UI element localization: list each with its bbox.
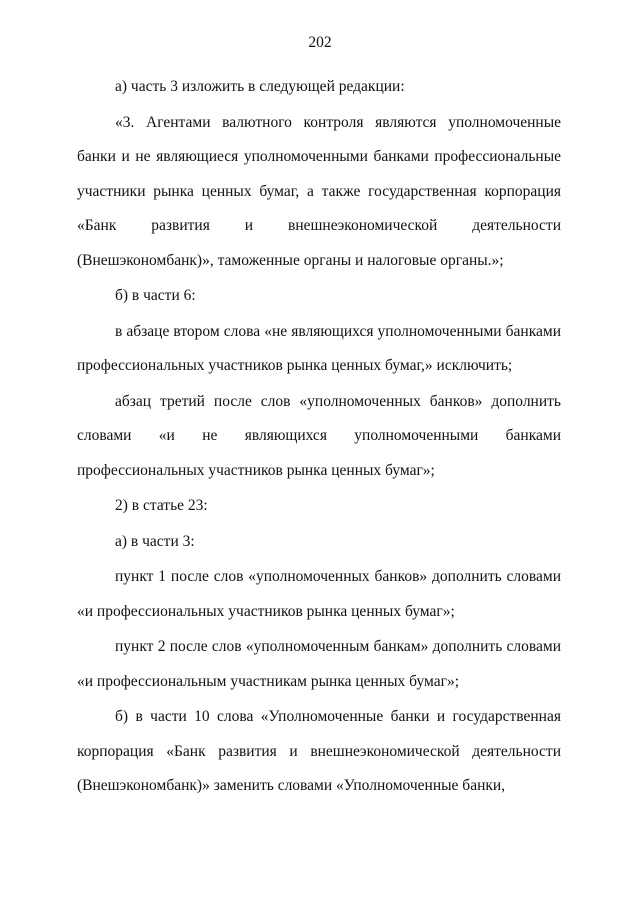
- paragraph-9: пункт 2 после слов «уполномоченным банкам» дополнить словами «и профессиональным участникам рынка ценных бумаг»;: [77, 638, 561, 690]
- paragraph-3: б) в части 6:: [115, 287, 196, 304]
- page-number: 202: [308, 34, 332, 51]
- paragraph-10: б) в части 10 слова «Уполномоченные банки и государственная корпорация «Банк развития и внешнеэкономической деятельности (Внешэкономбанк)» заменить словами «Уполномоченные банки,: [77, 708, 561, 794]
- paragraph-2: «3. Агентами валютного контроля являются уполномоченные банки и не являющиеся уполномоченными банками профессиональные участники рынка ценных бумаг, а также государственная корпорация «Банк развития и внешнеэкономической деятельности (Внешэкономбанк)», таможенные органы и налоговые органы.»;: [77, 113, 561, 269]
- document-body: [77, 70, 561, 804]
- paragraph-5: абзац третий после слов «уполномоченных банков» дополнить словами «и не являющихся уполномоченными банками профессиональных участников рынка ценных бумаг»;: [77, 392, 561, 479]
- paragraph-6: 2) в статье 23:: [115, 497, 208, 514]
- paragraph-4: в абзаце втором слова «не являющихся уполномоченными банками профессиональных участников рынка ценных бумаг,» исключить;: [77, 322, 561, 374]
- paragraph-8: пункт 1 после слов «уполномоченных банков» дополнить словами «и профессиональных участников рынка ценных бумаг»;: [77, 568, 561, 620]
- paragraph-1: а) часть 3 изложить в следующей редакции:: [115, 78, 405, 95]
- paragraph-7: а) в части 3:: [115, 532, 195, 550]
